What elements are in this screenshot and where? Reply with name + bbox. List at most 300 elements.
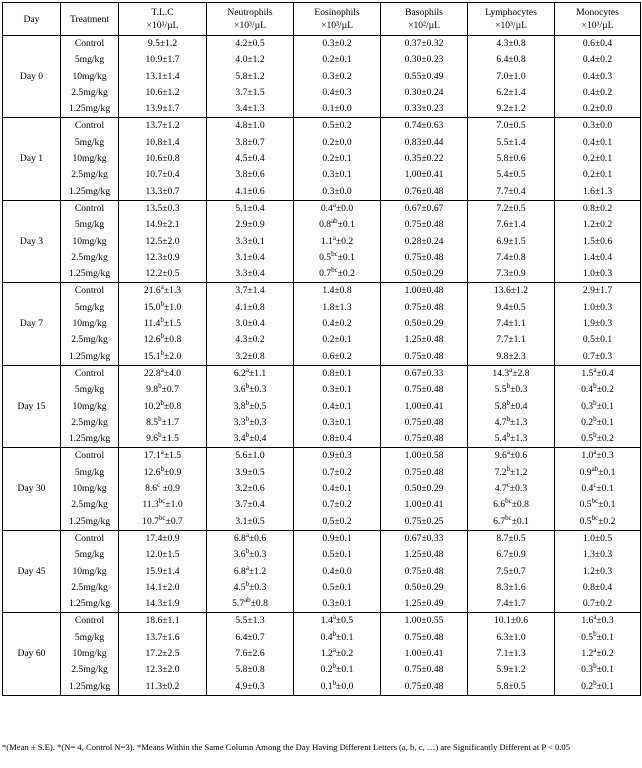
tlc-cell: 15.9±1.4	[119, 564, 207, 580]
lymphocytes-cell: 6.2±1.4	[468, 85, 555, 101]
table-body	[3, 36, 641, 696]
significance-letter: b	[506, 431, 511, 440]
monocytes-cell: 1.3±0.3	[555, 547, 641, 563]
header-treatment: Treatment	[61, 3, 119, 36]
treatment-cell: 10mg/kg	[61, 69, 119, 85]
significance-letter: b	[245, 579, 250, 588]
tlc-cell: 12.0±1.5	[119, 547, 207, 563]
monocytes-cell: 0.7±0.2	[555, 596, 641, 613]
significance-letter: a	[332, 645, 336, 654]
tlc-cell: 11.3$^{bc}$±1.0	[119, 497, 207, 513]
monocytes-cell: 2.9±1.7	[555, 283, 641, 300]
treatment-cell: 10mg/kg	[61, 316, 119, 332]
table-row	[3, 300, 641, 316]
treatment-cell: Control	[61, 200, 119, 217]
treatment-cell: 2.5mg/kg	[61, 250, 119, 266]
table-row	[3, 514, 641, 531]
basophils-cell: 0.28±0.24	[381, 234, 468, 250]
basophils-cell: 1.25±0.48	[381, 332, 468, 348]
significance-letter: a	[593, 448, 597, 457]
tlc-cell: 18.6±1.1	[119, 613, 207, 630]
monocytes-cell: 1.5$^a$±0.4	[555, 365, 641, 382]
table-row	[3, 118, 641, 135]
eosinophils-cell: 0.4±0.0	[294, 564, 381, 580]
tlc-cell: 12.5±2.0	[119, 234, 207, 250]
header-day: Day	[3, 3, 61, 36]
table-row	[3, 234, 641, 250]
treatment-cell: 1.25mg/kg	[61, 679, 119, 696]
header-lymphocytes: Lymphocytes ×10³/µL	[468, 3, 555, 36]
lymphocytes-cell: 7.0±1.0	[468, 69, 555, 85]
treatment-cell: 10mg/kg	[61, 564, 119, 580]
treatment-cell: 2.5mg/kg	[61, 332, 119, 348]
treatment-cell: 10mg/kg	[61, 646, 119, 662]
monocytes-cell: 0.5±0.1	[555, 332, 641, 348]
neutrophils-cell: 3.6$^b$±0.3	[207, 382, 294, 398]
monocytes-cell: 0.8±0.2	[555, 200, 641, 217]
eosinophils-cell: 0.8$^{ab}$±0.1	[294, 217, 381, 233]
significance-letter: a	[160, 283, 164, 292]
neutrophils-cell: 4.9±0.3	[207, 679, 294, 696]
significance-letter: b	[506, 464, 511, 473]
eosinophils-cell: 0.2±0.0	[294, 135, 381, 151]
header-basophils: Basophils ×10²/µL	[381, 3, 468, 36]
neutrophils-cell: 3.9±0.5	[207, 465, 294, 481]
table-row	[3, 481, 641, 497]
significance-letter: a	[506, 448, 510, 457]
lymphocytes-cell: 13.6±1.2	[468, 283, 555, 300]
eosinophils-cell: 0.3±0.1	[294, 382, 381, 398]
tlc-cell: 12.6$^b$±0.8	[119, 332, 207, 348]
monocytes-cell: 1.0$^a$±0.3	[555, 448, 641, 465]
neutrophils-cell: 6.2$^a$±1.1	[207, 365, 294, 382]
table-row	[3, 630, 641, 646]
basophils-cell: 1.00±0.58	[381, 448, 468, 465]
neutrophils-cell: 4.1±0.6	[207, 184, 294, 201]
lymphocytes-cell: 7.4±0.8	[468, 250, 555, 266]
monocytes-cell: 1.0±0.3	[555, 300, 641, 316]
neutrophils-cell: 4.3±0.2	[207, 332, 294, 348]
monocytes-cell: 1.9±0.3	[555, 316, 641, 332]
basophils-cell: 1.00±0.48	[381, 283, 468, 300]
neutrophils-cell: 5.7$^{ab}$±0.8	[207, 596, 294, 613]
neutrophils-cell: 3.4±1.3	[207, 101, 294, 118]
basophils-cell: 0.50±0.29	[381, 266, 468, 283]
lymphocytes-cell: 7.3±0.9	[468, 266, 555, 283]
basophils-cell: 0.35±0.22	[381, 151, 468, 167]
significance-letter: b	[506, 398, 511, 407]
basophils-cell: 0.75±0.48	[381, 382, 468, 398]
tlc-cell: 11.4$^b$±1.5	[119, 316, 207, 332]
day-cell: Day 30	[3, 448, 61, 530]
tlc-cell: 15.1$^b$±2.0	[119, 349, 207, 366]
tlc-cell: 12.3±2.0	[119, 662, 207, 678]
significance-letter: b	[332, 678, 337, 687]
lymphocytes-cell: 4.7$^c$±0.3	[468, 481, 555, 497]
eosinophils-cell: 1.1$^a$±0.2	[294, 234, 381, 250]
lymphocytes-cell: 8.7±0.5	[468, 530, 555, 547]
lymphocytes-cell: 7.4±1.1	[468, 316, 555, 332]
basophils-cell: 0.75±0.48	[381, 349, 468, 366]
significance-letter: b	[158, 414, 162, 423]
significance-letter: b	[332, 662, 337, 671]
eosinophils-cell: 1.4$^a$±0.5	[294, 613, 381, 630]
table-row	[3, 85, 641, 101]
basophils-cell: 0.75±0.48	[381, 465, 468, 481]
neutrophils-cell: 3.3±0.4	[207, 266, 294, 283]
day-cell: Day 3	[3, 200, 61, 282]
basophils-cell: 0.75±0.25	[381, 514, 468, 531]
significance-letter: bc	[591, 497, 599, 506]
monocytes-cell: 0.5$^b$±0.2	[555, 431, 641, 448]
neutrophils-cell: 3.6$^b$±0.3	[207, 547, 294, 563]
monocytes-cell: 0.4±0.1	[555, 135, 641, 151]
tlc-cell: 21.6$^a$±1.3	[119, 283, 207, 300]
neutrophils-cell: 3.2±0.8	[207, 349, 294, 366]
tlc-cell: 17.2±2.5	[119, 646, 207, 662]
lymphocytes-cell: 5.9±1.2	[468, 662, 555, 678]
significance-letter: bc	[331, 266, 338, 275]
table-row	[3, 596, 641, 613]
treatment-cell: 2.5mg/kg	[61, 580, 119, 596]
treatment-cell: 10mg/kg	[61, 481, 119, 497]
tlc-cell: 8.6$^c$ ±0.9	[119, 481, 207, 497]
basophils-cell: 1.25±0.49	[381, 596, 468, 613]
significance-letter: b	[593, 678, 597, 687]
tlc-cell: 10.6±1.2	[119, 85, 207, 101]
table-row	[3, 564, 641, 580]
lymphocytes-cell: 5.4±0.5	[468, 167, 555, 183]
tlc-cell: 13.1±1.4	[119, 69, 207, 85]
table-row	[3, 283, 641, 300]
basophils-cell: 0.50±0.29	[381, 580, 468, 596]
basophils-cell: 0.67±0.67	[381, 200, 468, 217]
lymphocytes-cell: 14.3$^a$±2.8	[468, 365, 555, 382]
neutrophils-cell: 4.5$^b$±0.3	[207, 580, 294, 596]
hematology-table	[2, 2, 641, 696]
tlc-cell: 14.1±2.0	[119, 580, 207, 596]
eosinophils-cell: 0.4±0.3	[294, 85, 381, 101]
significance-letter: bc	[158, 513, 166, 522]
tlc-cell: 10.9±1.7	[119, 52, 207, 68]
treatment-cell: 2.5mg/kg	[61, 497, 119, 513]
day-cell: Day 7	[3, 283, 61, 365]
tlc-cell: 9.6$^b$±1.5	[119, 431, 207, 448]
significance-letter: bc	[591, 513, 599, 522]
eosinophils-cell: 0.7±0.2	[294, 497, 381, 513]
basophils-cell: 1.00±0.55	[381, 613, 468, 630]
monocytes-cell: 1.2±0.2	[555, 217, 641, 233]
basophils-cell: 0.30±0.24	[381, 85, 468, 101]
significance-letter: b	[158, 382, 162, 391]
table-row	[3, 382, 641, 398]
significance-letter: b	[506, 382, 511, 391]
basophils-cell: 1.00±0.41	[381, 646, 468, 662]
treatment-cell: 5mg/kg	[61, 382, 119, 398]
results-table-container	[2, 2, 640, 696]
monocytes-cell: 1.0±0.3	[555, 266, 641, 283]
significance-letter: a	[160, 448, 164, 457]
lymphocytes-cell: 5.4$^b$±1.3	[468, 431, 555, 448]
significance-letter: b	[593, 398, 597, 407]
significance-letter: b	[158, 431, 162, 440]
significance-letter: b	[160, 299, 165, 308]
monocytes-cell: 0.8±0.4	[555, 580, 641, 596]
table-row	[3, 217, 641, 233]
basophils-cell: 0.33±0.23	[381, 101, 468, 118]
eosinophils-cell: 0.2$^b$±0.1	[294, 662, 381, 678]
monocytes-cell: 0.6±0.4	[555, 36, 641, 53]
basophils-cell: 0.75±0.48	[381, 679, 468, 696]
significance-letter: bc	[331, 249, 338, 258]
table-row	[3, 399, 641, 415]
treatment-cell: 10mg/kg	[61, 234, 119, 250]
basophils-cell: 0.75±0.48	[381, 250, 468, 266]
lymphocytes-cell: 7.4±1.7	[468, 596, 555, 613]
treatment-cell: Control	[61, 365, 119, 382]
tlc-cell: 13.3±0.7	[119, 184, 207, 201]
lymphocytes-cell: 6.3±1.0	[468, 630, 555, 646]
treatment-cell: Control	[61, 613, 119, 630]
table-row	[3, 69, 641, 85]
neutrophils-cell: 3.8±0.6	[207, 167, 294, 183]
neutrophils-cell: 7.6±2.6	[207, 646, 294, 662]
significance-letter: b	[245, 382, 250, 391]
table-row	[3, 167, 641, 183]
treatment-cell: 1.25mg/kg	[61, 431, 119, 448]
monocytes-cell: 1.2$^a$±0.2	[555, 646, 641, 662]
monocytes-cell: 0.7±0.3	[555, 349, 641, 366]
eosinophils-cell: 0.5$^{bc}$±0.1	[294, 250, 381, 266]
table-row	[3, 184, 641, 201]
basophils-cell: 1.00±0.41	[381, 497, 468, 513]
tlc-cell: 14.3±1.9	[119, 596, 207, 613]
header-monocytes: Monocytes ×10³/µL	[555, 3, 641, 36]
treatment-cell: 5mg/kg	[61, 300, 119, 316]
neutrophils-cell: 3.3$^b$±0.3	[207, 415, 294, 431]
treatment-cell: 2.5mg/kg	[61, 415, 119, 431]
significance-letter: bc	[505, 513, 512, 522]
lymphocytes-cell: 9.8±2.3	[468, 349, 555, 366]
significance-letter: b	[506, 414, 511, 423]
lymphocytes-cell: 6.7±0.9	[468, 547, 555, 563]
lymphocytes-cell: 7.7±1.1	[468, 332, 555, 348]
monocytes-cell: 0.3$^b$±0.1	[555, 662, 641, 678]
table-row	[3, 530, 641, 547]
day-cell: Day 15	[3, 365, 61, 447]
monocytes-cell: 0.2±0.1	[555, 167, 641, 183]
neutrophils-cell: 3.7±0.4	[207, 497, 294, 513]
eosinophils-cell: 0.9±0.3	[294, 448, 381, 465]
table-row	[3, 497, 641, 513]
eosinophils-cell: 0.5±0.1	[294, 547, 381, 563]
significance-letter: a	[160, 365, 164, 374]
monocytes-cell: 0.4$^c$±0.1	[555, 481, 641, 497]
monocytes-cell: 0.2±0.0	[555, 101, 641, 118]
basophils-cell: 0.74±0.63	[381, 118, 468, 135]
eosinophils-cell: 0.3±0.2	[294, 36, 381, 53]
table-header	[3, 3, 641, 36]
neutrophils-cell: 5.6±1.0	[207, 448, 294, 465]
eosinophils-cell: 0.4±0.2	[294, 316, 381, 332]
basophils-cell: 0.75±0.48	[381, 564, 468, 580]
lymphocytes-cell: 7.6±1.4	[468, 217, 555, 233]
basophils-cell: 0.67±0.33	[381, 530, 468, 547]
table-row	[3, 52, 641, 68]
eosinophils-cell: 0.7$^{bc}$±0.2	[294, 266, 381, 283]
neutrophils-cell: 3.3±0.1	[207, 234, 294, 250]
eosinophils-cell: 0.2±0.1	[294, 52, 381, 68]
tlc-cell: 12.3±0.9	[119, 250, 207, 266]
table-row	[3, 200, 641, 217]
significance-letter: a	[245, 530, 249, 539]
tlc-cell: 17.4±0.9	[119, 530, 207, 547]
significance-letter: a	[332, 613, 336, 622]
lymphocytes-cell: 4.3±0.8	[468, 36, 555, 53]
significance-letter: ab	[331, 217, 338, 226]
neutrophils-cell: 2.9±0.9	[207, 217, 294, 233]
basophils-cell: 0.75±0.48	[381, 300, 468, 316]
basophils-cell: 0.75±0.48	[381, 415, 468, 431]
basophils-cell: 0.75±0.48	[381, 630, 468, 646]
eosinophils-cell: 0.8±0.1	[294, 365, 381, 382]
basophils-cell: 0.75±0.48	[381, 662, 468, 678]
neutrophils-cell: 4.2±0.5	[207, 36, 294, 53]
treatment-cell: 1.25mg/kg	[61, 101, 119, 118]
eosinophils-cell: 0.9±0.1	[294, 530, 381, 547]
table-row	[3, 448, 641, 465]
significance-letter: b	[245, 414, 250, 423]
eosinophils-cell: 0.2±0.1	[294, 151, 381, 167]
significance-letter: bc	[505, 497, 512, 506]
treatment-cell: 5mg/kg	[61, 465, 119, 481]
tlc-cell: 22.8$^a$±4.0	[119, 365, 207, 382]
table-row	[3, 332, 641, 348]
neutrophils-cell: 3.1±0.4	[207, 250, 294, 266]
header-eosinophils: Eosinophils ×10³/µL	[294, 3, 381, 36]
basophils-cell: 0.76±0.48	[381, 184, 468, 201]
neutrophils-cell: 4.8±1.0	[207, 118, 294, 135]
neutrophils-cell: 3.1±0.5	[207, 514, 294, 531]
treatment-cell: Control	[61, 36, 119, 53]
tlc-cell: 10.6±0.8	[119, 151, 207, 167]
table-row	[3, 415, 641, 431]
tlc-cell: 11.3±0.2	[119, 679, 207, 696]
lymphocytes-cell: 10.1±0.6	[468, 613, 555, 630]
treatment-cell: 5mg/kg	[61, 547, 119, 563]
eosinophils-cell: 1.4±0.8	[294, 283, 381, 300]
tlc-cell: 13.7±1.6	[119, 630, 207, 646]
significance-letter: b	[245, 547, 250, 556]
monocytes-cell: 0.2±0.1	[555, 151, 641, 167]
eosinophils-cell: 0.3±0.1	[294, 167, 381, 183]
monocytes-cell: 0.2$^b$±0.1	[555, 679, 641, 696]
monocytes-cell: 0.2$^b$±0.1	[555, 415, 641, 431]
eosinophils-cell: 1.8±1.3	[294, 300, 381, 316]
treatment-cell: 2.5mg/kg	[61, 662, 119, 678]
lymphocytes-cell: 6.6$^{bc}$±0.8	[468, 497, 555, 513]
lymphocytes-cell: 8.3±1.6	[468, 580, 555, 596]
significance-letter: b	[593, 382, 597, 391]
tlc-cell: 8.5$^b$±1.7	[119, 415, 207, 431]
monocytes-cell: 1.4±0.4	[555, 250, 641, 266]
table-row	[3, 36, 641, 53]
treatment-cell: 10mg/kg	[61, 399, 119, 415]
tlc-cell: 10.7±0.4	[119, 167, 207, 183]
table-row	[3, 316, 641, 332]
table-row	[3, 151, 641, 167]
lymphocytes-cell: 5.8±0.5	[468, 679, 555, 696]
neutrophils-cell: 5.5±1.3	[207, 613, 294, 630]
eosinophils-cell: 0.7±0.2	[294, 465, 381, 481]
tlc-cell: 9.5±1.2	[119, 36, 207, 53]
lymphocytes-cell: 7.2±0.5	[468, 200, 555, 217]
basophils-cell: 1.00±0.41	[381, 167, 468, 183]
eosinophils-cell: 0.3±0.0	[294, 184, 381, 201]
tlc-cell: 15.0$^b$±1.0	[119, 300, 207, 316]
eosinophils-cell: 0.2±0.1	[294, 332, 381, 348]
lymphocytes-cell: 9.4±0.5	[468, 300, 555, 316]
treatment-cell: 1.25mg/kg	[61, 349, 119, 366]
tlc-cell: 13.5±0.3	[119, 200, 207, 217]
significance-letter: b	[160, 398, 165, 407]
significance-letter: c	[506, 481, 510, 490]
significance-letter: b	[593, 431, 597, 440]
monocytes-cell: 0.3$^b$±0.1	[555, 399, 641, 415]
tlc-cell: 14.9±2.1	[119, 217, 207, 233]
significance-letter: b	[593, 414, 597, 423]
significance-letter: b	[593, 629, 597, 638]
tlc-cell: 17.1$^a$±1.5	[119, 448, 207, 465]
neutrophils-cell: 6.8$^a$±1.2	[207, 564, 294, 580]
neutrophils-cell: 3.4$^b$±0.4	[207, 431, 294, 448]
lymphocytes-cell: 7.0±0.5	[468, 118, 555, 135]
tlc-cell: 10.7$^{bc}$±0.7	[119, 514, 207, 531]
lymphocytes-cell: 6.7$^{bc}$±0.1	[468, 514, 555, 531]
table-row	[3, 613, 641, 630]
lymphocytes-cell: 5.5$^b$±0.3	[468, 382, 555, 398]
eosinophils-cell: 0.1$^b$±0.0	[294, 679, 381, 696]
basophils-cell: 0.30±0.23	[381, 52, 468, 68]
monocytes-cell: 0.5$^b$±0.1	[555, 630, 641, 646]
significance-letter: b	[593, 662, 597, 671]
neutrophils-cell: 4.0±1.2	[207, 52, 294, 68]
monocytes-cell: 1.6$^a$±0.3	[555, 613, 641, 630]
basophils-cell: 0.67±0.33	[381, 365, 468, 382]
significance-letter: a	[593, 613, 597, 622]
table-row	[3, 465, 641, 481]
eosinophils-cell: 0.4±0.1	[294, 399, 381, 415]
significance-letter: a	[245, 563, 249, 572]
neutrophils-cell: 5.8±1.2	[207, 69, 294, 85]
treatment-cell: Control	[61, 283, 119, 300]
monocytes-cell: 1.2±0.3	[555, 564, 641, 580]
treatment-cell: 1.25mg/kg	[61, 596, 119, 613]
treatment-cell: 1.25mg/kg	[61, 514, 119, 531]
neutrophils-cell: 5.8±0.8	[207, 662, 294, 678]
monocytes-cell: 1.0±0.5	[555, 530, 641, 547]
table-footnote: *(Mean ± S.E). *(N= 4, Control N=3). *Means Within the Same Column Among the Day Having Different Letters (a, b, c, …) are Significantly Different at P < 0.05	[2, 742, 571, 752]
neutrophils-cell: 3.8±0.7	[207, 135, 294, 151]
significance-letter: b	[160, 332, 165, 341]
significance-letter: a	[509, 365, 513, 374]
lymphocytes-cell: 4.7$^b$±1.3	[468, 415, 555, 431]
tlc-cell: 12.2±0.5	[119, 266, 207, 283]
tlc-cell: 13.7±1.2	[119, 118, 207, 135]
neutrophils-cell: 3.8$^b$±0.5	[207, 399, 294, 415]
lymphocytes-cell: 5.8±0.6	[468, 151, 555, 167]
eosinophils-cell: 0.3±0.1	[294, 596, 381, 613]
